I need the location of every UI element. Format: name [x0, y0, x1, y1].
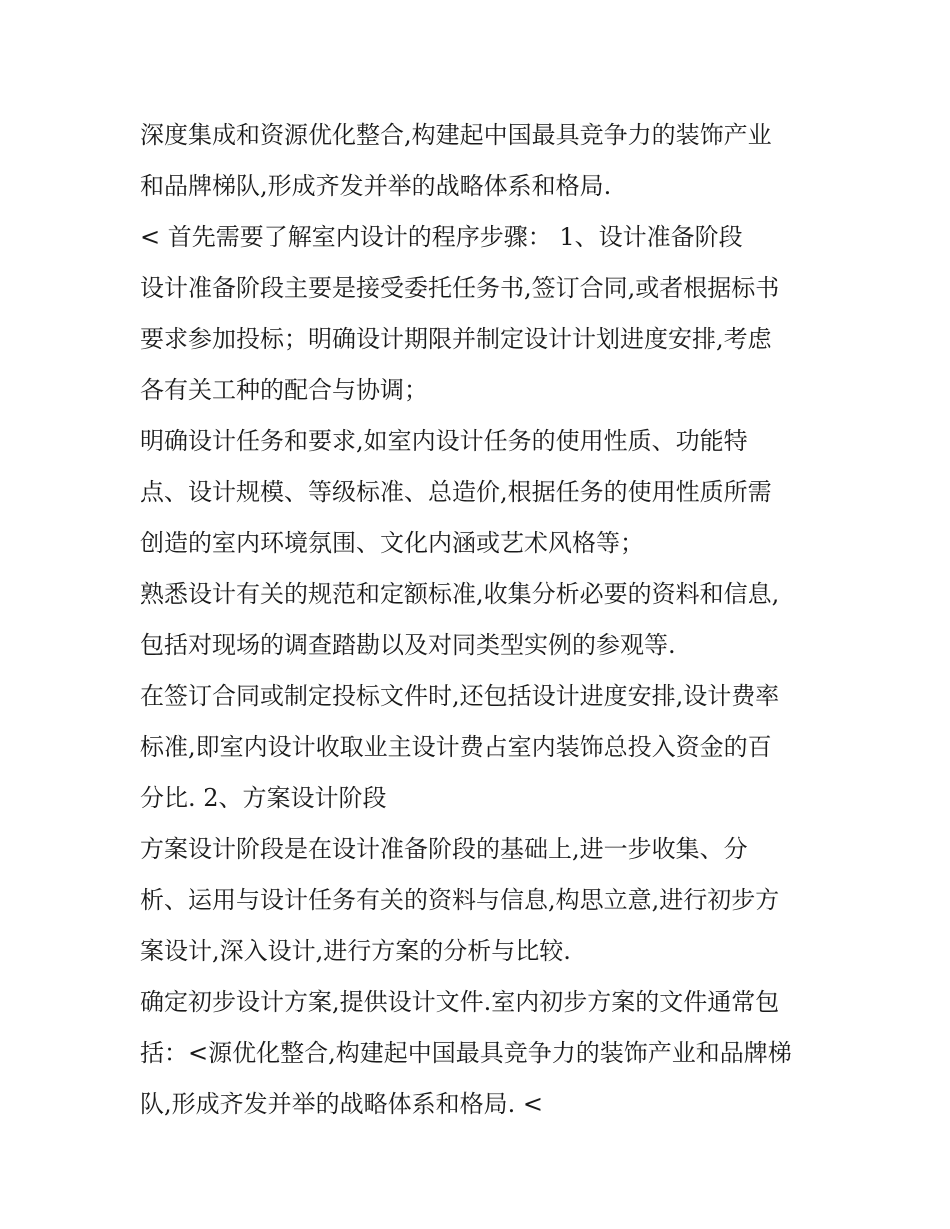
text-line: 包括对现场的调查踏勘以及对同类型实例的参观等. [140, 631, 676, 659]
text-line: 熟悉设计有关的规范和定额标准,收集分析必要的资料和信息, [140, 580, 780, 608]
text-line: 括：<源优化整合,构建起中国最具竞争力的装饰产业和品牌梯 [140, 1039, 792, 1067]
document-body [140, 110, 820, 1130]
text-line: 确定初步设计方案,提供设计文件.室内初步方案的文件通常包 [140, 988, 780, 1016]
text-line: 设计准备阶段主要是接受委托任务书,签订合同,或者根据标书 [140, 274, 780, 302]
text-line: 析、运用与设计任务有关的资料与信息,构思立意,进行初步方 [140, 886, 780, 914]
text-line: 要求参加投标；明确设计期限并制定设计计划进度安排,考虑 [140, 325, 772, 353]
text-line: < 首先需要了解室内设计的程序步骤： 1、设计准备阶段 [140, 223, 743, 251]
text-line: 深度集成和资源优化整合,构建起中国最具竞争力的装饰产业 [140, 121, 772, 149]
text-line: 各有关工种的配合与协调； [140, 376, 428, 404]
text-line: 案设计,深入设计,进行方案的分析与比较. [140, 937, 571, 965]
text-line: 分比. 2、方案设计阶段 [140, 784, 387, 812]
text-line: 方案设计阶段是在设计准备阶段的基础上,进一步收集、分 [140, 835, 748, 863]
text-line: 在签订合同或制定投标文件时,还包括设计进度安排,设计费率 [140, 682, 780, 710]
text-line: 标准,即室内设计收取业主设计费占室内装饰总投入资金的百 [140, 733, 772, 761]
text-line: 点、设计规模、等级标准、总造价,根据任务的使用性质所需 [140, 478, 772, 506]
text-line: 和品牌梯队,形成齐发并举的战略体系和格局. [140, 172, 612, 200]
text-line: 队,形成齐发并举的战略体系和格局. < [140, 1090, 543, 1118]
text-line: 创造的室内环境氛围、文化内涵或艺术风格等； [140, 529, 644, 557]
text-line: 明确设计任务和要求,如室内设计任务的使用性质、功能特 [140, 427, 748, 455]
